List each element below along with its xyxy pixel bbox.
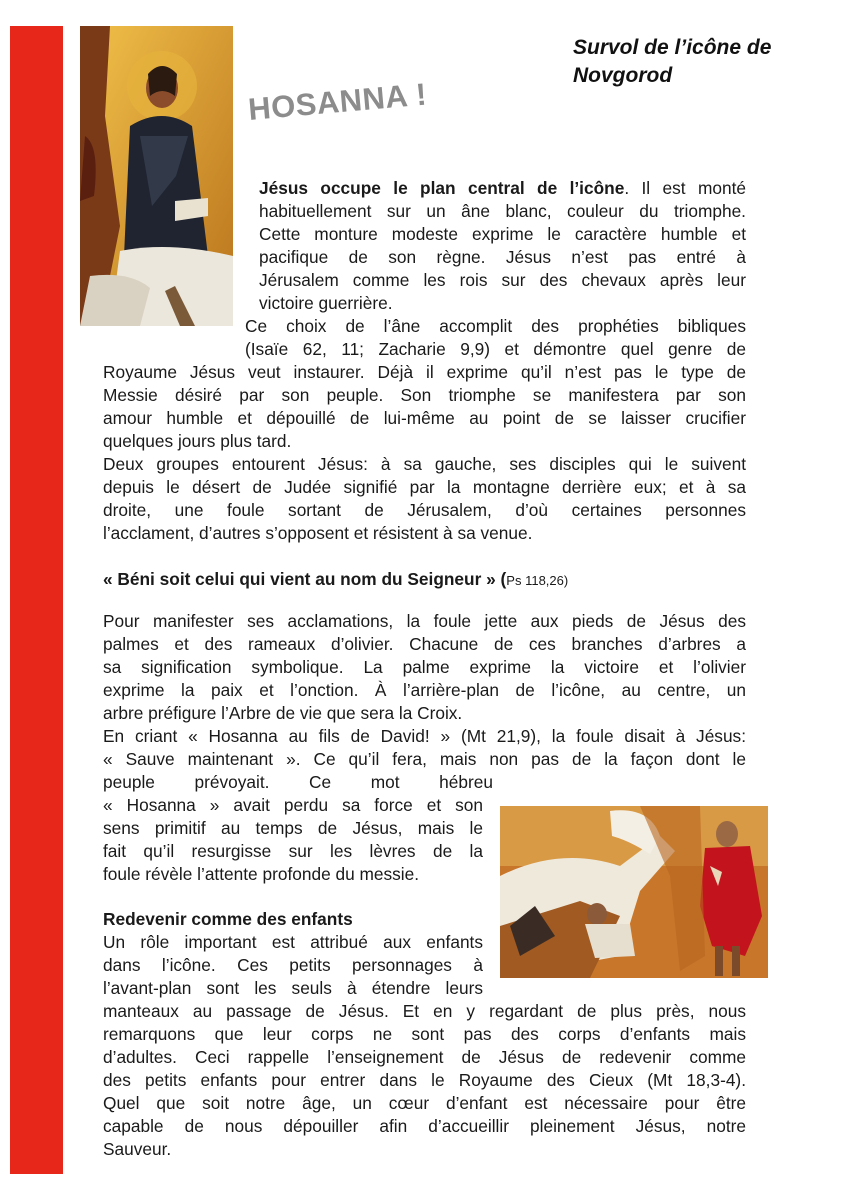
- s1-lead-bold: Jésus occupe le plan central de l’icône: [259, 178, 625, 198]
- s2-line-10: sens primitif au temps de Jésus, mais le: [103, 818, 483, 838]
- page-title: HOSANNA !: [246, 76, 429, 128]
- s1-line-16: l’acclament, d’autres s’opposent et résistent à sa venue.: [103, 523, 533, 543]
- s1-line-3: Cette monture modeste exprime le caractère humble et: [259, 224, 746, 244]
- s1-line-11: amour humble et dépouillé de lui-même au point de se laisser crucifier: [103, 408, 746, 428]
- icon-jesus-illustration: [80, 26, 233, 326]
- s3-line-7: des petits enfants pour entrer dans le Royaume des Cieux (Mt 18,3-4).: [103, 1070, 746, 1090]
- quote-reference: Ps 118,26): [506, 573, 569, 588]
- quote-line: [103, 568, 746, 593]
- s2-line-3: sa signification symbolique. La palme exprime la victoire et l’olivier: [103, 657, 746, 677]
- s3-line-1: Un rôle important est attribué aux enfants: [103, 932, 483, 952]
- s3-line-4: manteaux au passage de Jésus. Et en y regardant de plus près, nous: [103, 1001, 746, 1021]
- s3-line-3: l’avant-plan sont les seuls à étendre leurs: [103, 978, 483, 998]
- s2-line-12: foule révèle l’attente profonde du messie.: [103, 864, 420, 884]
- s1-line-2: habituellement sur un âne blanc, couleur du triomphe.: [259, 201, 746, 221]
- s1-line-12: quelques jours plus tard.: [103, 431, 292, 451]
- page-subtitle: [573, 34, 823, 90]
- s1-line-15: droite, une foule sortant de Jérusalem, d’où certaines personnes: [103, 500, 746, 520]
- s2-line-5: arbre préfigure l’Arbre de vie que sera la Croix.: [103, 703, 463, 723]
- s3-line-8: Quel que soit notre âge, un cœur d’enfant est nécessaire pour être: [103, 1093, 746, 1113]
- s3-line-5: remarquons que leur corps ne sont pas des corps d’enfants mais: [103, 1024, 746, 1044]
- s1-line-7: Ce choix de l’âne accomplit des prophéties bibliques: [245, 316, 746, 336]
- s1-line-14: depuis le désert de Judée signifié par la montagne derrière eux; et à sa: [103, 477, 746, 497]
- s1-line-4: pacifique de son règne. Jésus n’est pas entré à: [259, 247, 746, 267]
- s1-line-5: Jérusalem comme les rois sur des chevaux après leur: [259, 270, 746, 290]
- s1-line-13: Deux groupes entourent Jésus: à sa gauche, ses disciples qui le suivent: [103, 454, 746, 474]
- s2-line-11: fait qu’il resurgisse sur les lèvres de la: [103, 841, 483, 861]
- s1-line-1: Jésus occupe le plan central de l’icône. Il est monté: [259, 178, 746, 198]
- s3-line-6: d’adultes. Ceci rappelle l’enseignement de Jésus de redevenir comme: [103, 1047, 746, 1067]
- s3-line-2: dans l’icône. Ces petits personnages à: [103, 955, 483, 975]
- s3-line-10: Sauveur.: [103, 1139, 172, 1159]
- subtitle-line-2: Novgorod: [573, 64, 673, 87]
- s2-line-6: En criant « Hosanna au fils de David! » (Mt 21,9), la foule disait à Jésus:: [103, 726, 746, 746]
- subtitle-line-1: Survol de l’icône de: [573, 36, 772, 59]
- side-bar: [10, 26, 63, 1174]
- s2-line-9: « Hosanna » avait perdu sa force et son: [103, 795, 483, 815]
- s3-heading: Redevenir comme des enfants: [103, 909, 353, 929]
- s2-line-4: exprime la paix et l’onction. À l’arrière-plan de l’icône, au centre, un: [103, 680, 746, 700]
- quote-bold: « Béni soit celui qui vient au nom du Seigneur » (: [103, 569, 507, 589]
- icon-children-image: [500, 806, 768, 978]
- s1-line-9: Royaume Jésus veut instaurer. Déjà il exprime qu’il n’est pas le type de: [103, 362, 746, 382]
- icon-children-illustration: [500, 806, 768, 978]
- s1-line-6: victoire guerrière.: [259, 293, 393, 313]
- s2-line-7: « Sauve maintenant ». Ce qu’il fera, mais non pas de la façon dont le: [103, 749, 746, 769]
- s2-line-1: Pour manifester ses acclamations, la foule jette aux pieds de Jésus des: [103, 611, 746, 631]
- icon-jesus-image: [80, 26, 233, 326]
- s3-line-9: capable de nous dépouiller afin d’accueillir pleinement Jésus, notre: [103, 1116, 746, 1136]
- s2-line-8: peuple prévoyait. Ce mot hébreu: [103, 772, 493, 792]
- s2-line-2: palmes et des rameaux d’olivier. Chacune de ces branches d’arbres a: [103, 634, 746, 654]
- s1-line-10: Messie désiré par son peuple. Son triomphe se manifestera par son: [103, 385, 746, 405]
- s1-line-8: (Isaïe 62, 11; Zacharie 9,9) et démontre quel genre de: [245, 339, 746, 359]
